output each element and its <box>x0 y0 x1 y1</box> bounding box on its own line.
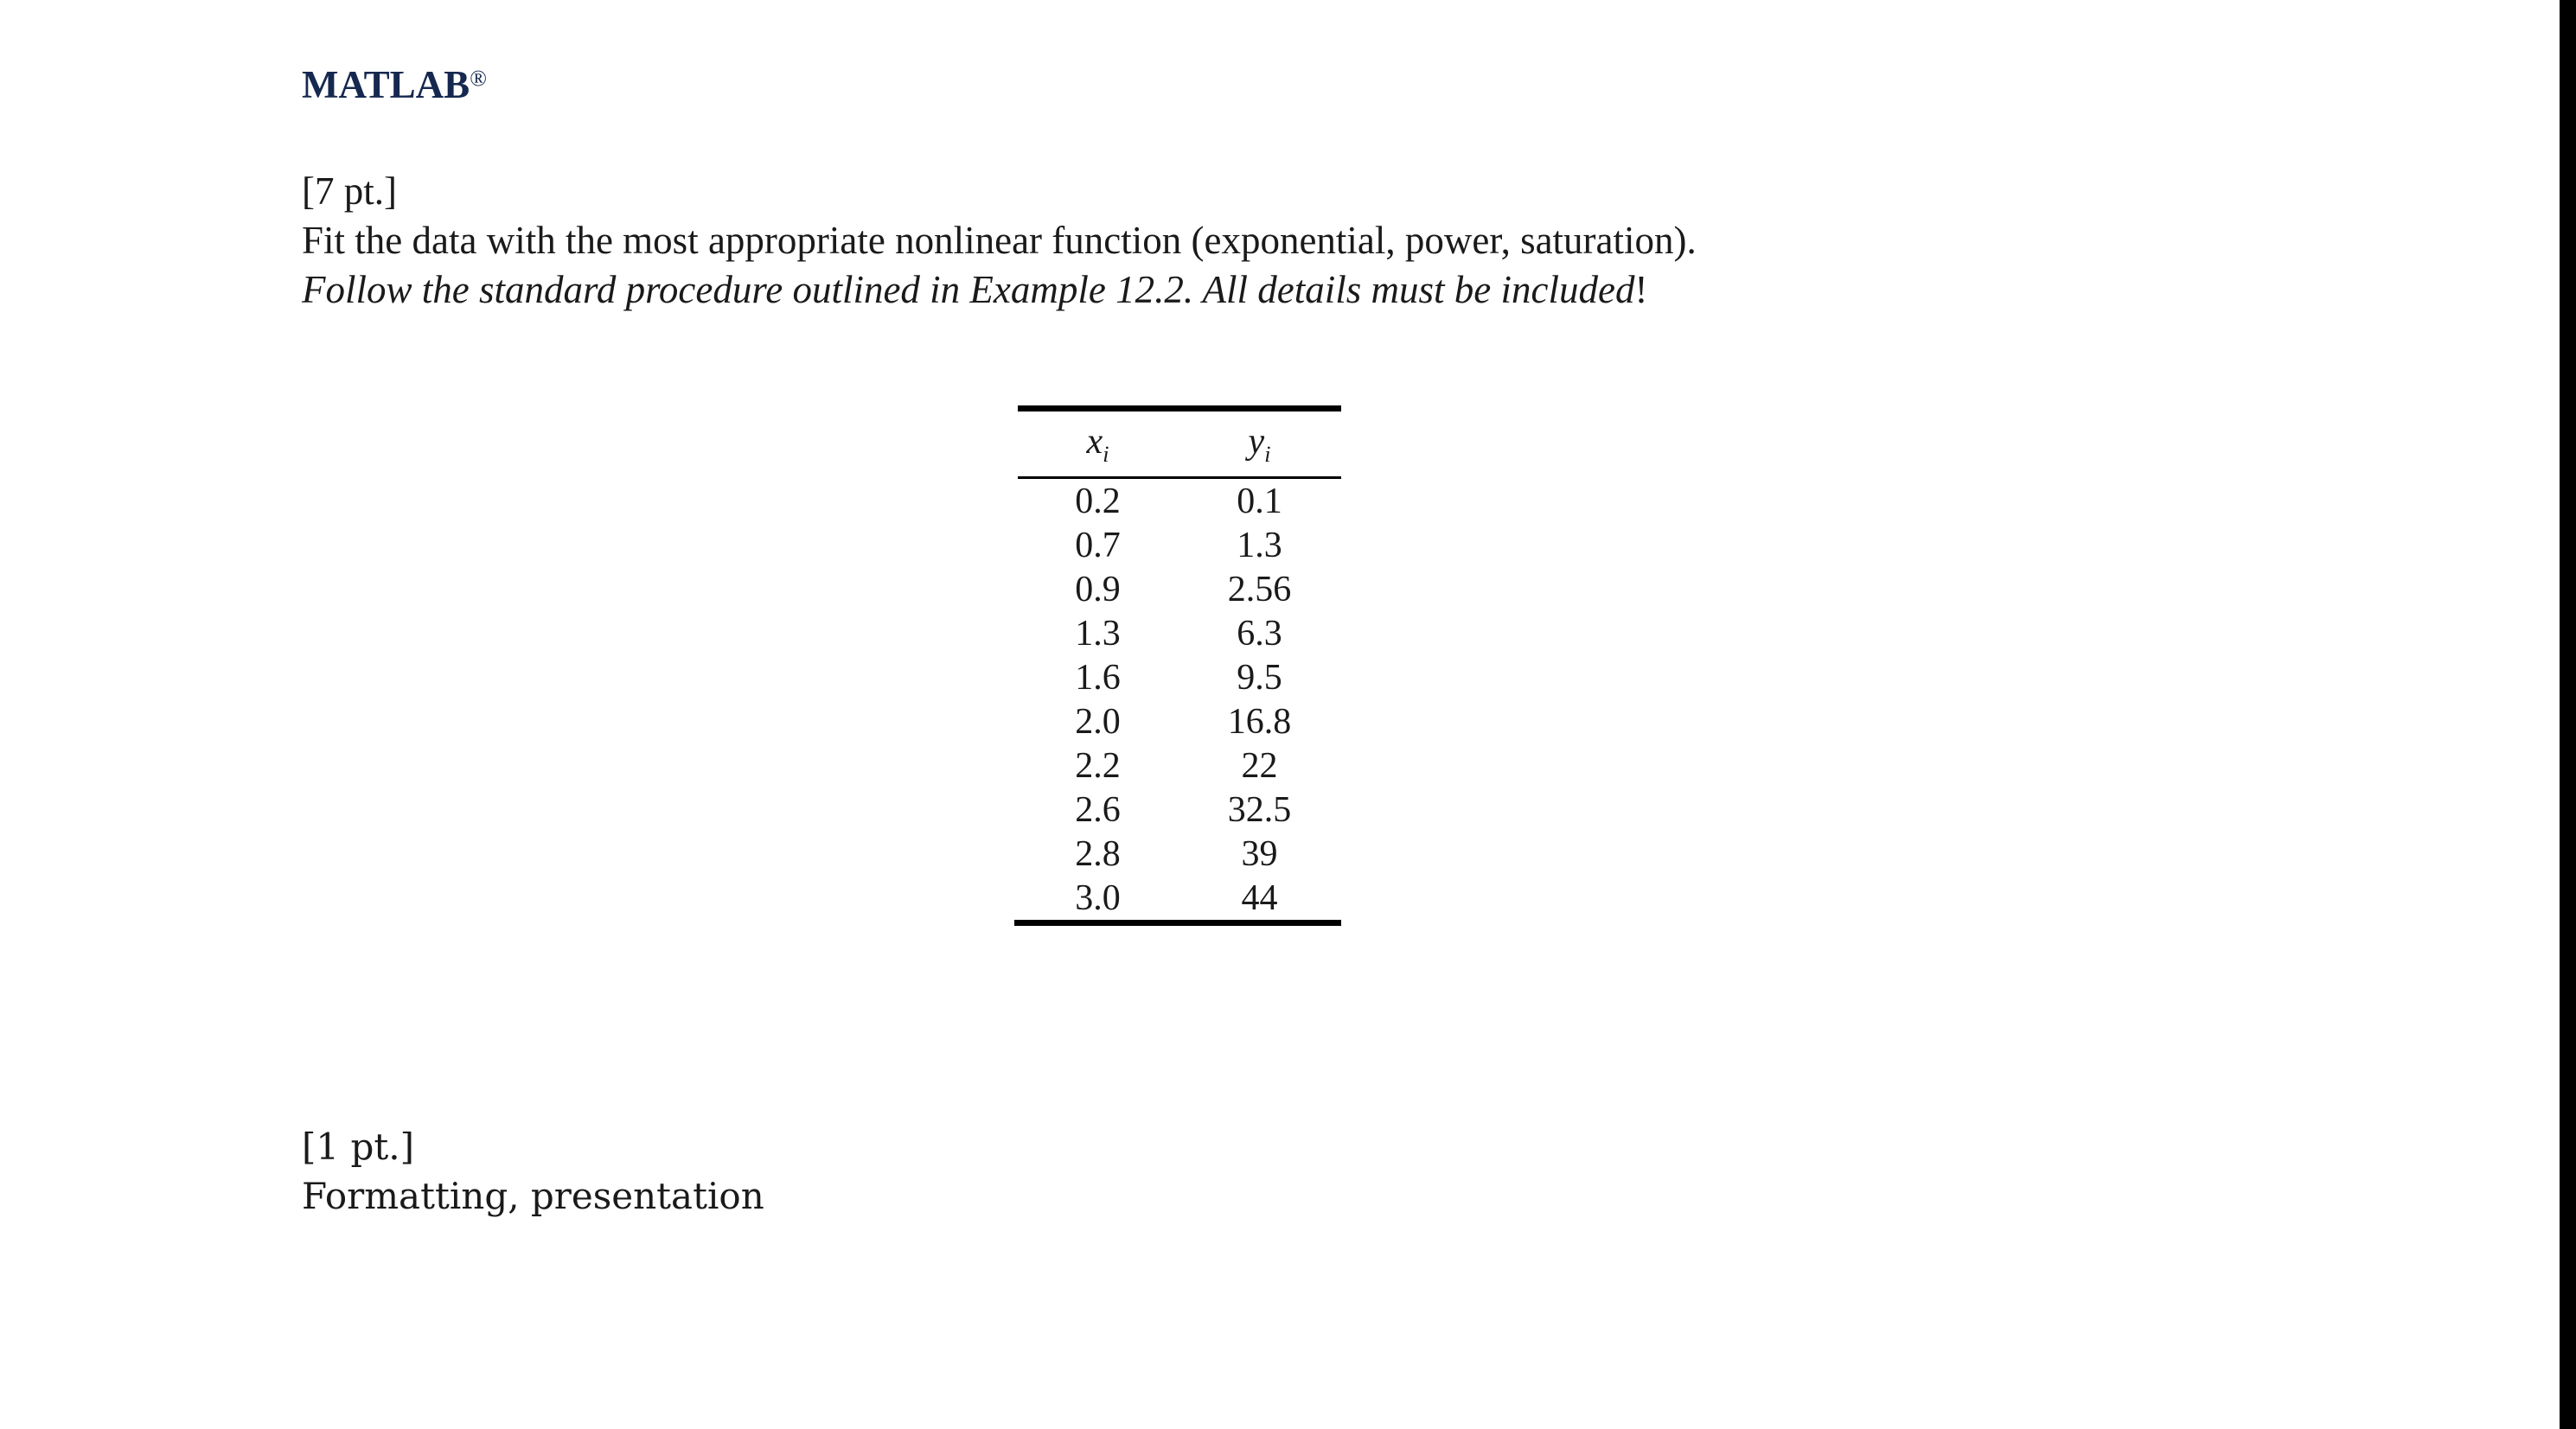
table-body <box>1018 479 1341 920</box>
formatting-section <box>302 1122 764 1221</box>
registered-mark: ® <box>470 66 487 91</box>
cell-x: 0.7 <box>1075 525 1121 565</box>
cell-x: 0.9 <box>1075 569 1121 609</box>
header-x: $x_i$ <box>1086 421 1109 467</box>
cell-x: 0.2 <box>1075 481 1121 521</box>
table-row <box>1018 743 1341 788</box>
problem-statement: Fit the data with the most appropriate nonlinear function (exponential, power, saturation). <box>302 219 1697 262</box>
table-row <box>1018 788 1341 832</box>
table-row <box>1018 611 1341 655</box>
page-edge-bar <box>2560 0 2576 1429</box>
table-top-rule <box>1018 405 1341 411</box>
header-y: $y_i$ <box>1248 421 1271 467</box>
table-row <box>1018 832 1341 876</box>
cell-y: 1.3 <box>1237 525 1282 565</box>
table-row <box>1018 479 1341 523</box>
cell-y: 0.1 <box>1237 481 1282 521</box>
table-row <box>1018 876 1341 920</box>
cell-y: 39 <box>1241 833 1278 874</box>
cell-x: 1.6 <box>1075 657 1121 698</box>
cell-y: 6.3 <box>1237 613 1282 654</box>
table-header-row <box>1018 411 1341 476</box>
cell-x: 2.2 <box>1075 745 1121 786</box>
heading-title: MATLAB <box>302 63 470 106</box>
problem-instruction <box>302 265 1697 315</box>
problem-section <box>302 167 1697 315</box>
cell-x: 2.6 <box>1075 789 1121 830</box>
table-row <box>1018 699 1341 743</box>
cell-y: 16.8 <box>1227 701 1292 742</box>
table-row <box>1018 523 1341 567</box>
data-table <box>1018 405 1341 926</box>
cell-x: 3.0 <box>1075 877 1121 918</box>
table-row <box>1018 655 1341 699</box>
cell-y: 9.5 <box>1237 657 1282 698</box>
instruction-italic-text: Follow the standard procedure outlined in Example 12.2. All details must be included <box>302 268 1635 311</box>
document-heading <box>302 63 487 106</box>
cell-y: 22 <box>1241 745 1278 786</box>
cell-x: 2.8 <box>1075 833 1121 874</box>
table-bottom-rule <box>1014 920 1341 926</box>
table-row <box>1018 567 1341 611</box>
cell-y: 32.5 <box>1227 789 1292 830</box>
formatting-points: [1 pt.] <box>302 1126 414 1168</box>
problem-points: [7 pt.] <box>302 169 397 213</box>
cell-y: 2.56 <box>1227 569 1292 609</box>
instruction-end: ! <box>1634 268 1648 311</box>
formatting-label: Formatting, presentation <box>302 1175 764 1217</box>
cell-x: 2.0 <box>1075 701 1121 742</box>
cell-x: 1.3 <box>1075 613 1121 654</box>
cell-y: 44 <box>1241 877 1278 918</box>
